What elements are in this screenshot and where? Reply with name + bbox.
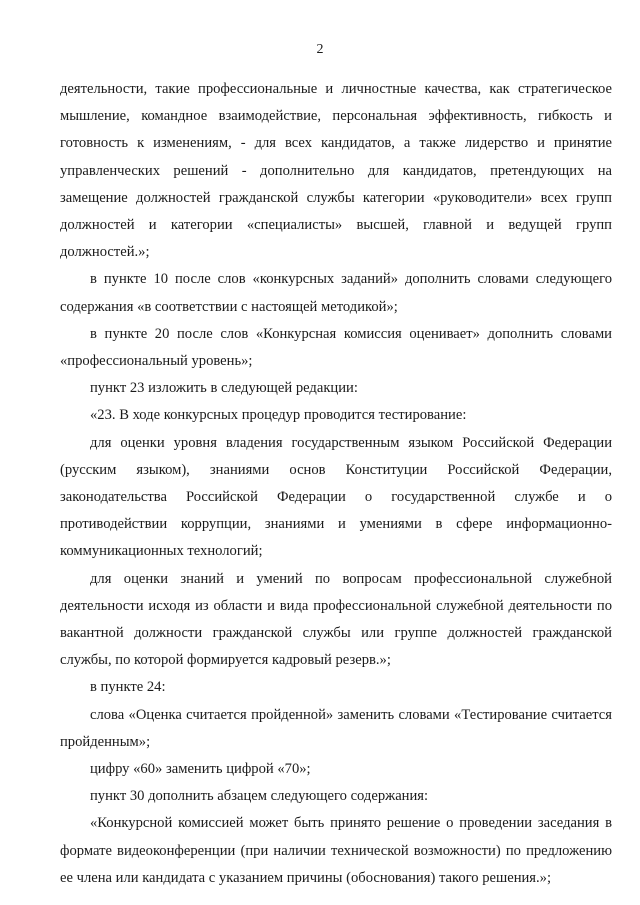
paragraph-item-30-intro: пункт 30 дополнить абзацем следующего содержания: [90, 788, 429, 805]
document-body [60, 76, 612, 892]
paragraph-item-20: в пункте 20 после слов «Конкурсная комиссия оценивает» дополнить словами «профессиональный уровень»; [60, 325, 612, 370]
paragraph-item-10: в пункте 10 после слов «конкурсных заданий» дополнить словами следующего содержания «в соответствии с настоящей методикой»; [60, 271, 612, 315]
paragraph-continuation: деятельности, такие профессиональные и личностные качества, как стратегическое мышление, командное взаимодействие, персональная эффективность, гибкость и готовность к изменениям, - для всех кандидатов, а также лидерство и принятие управленческих решений - дополнительно для кандидатов, претендующих на замещение должностей гражданской службы категории «руководители» всех групп должностей и категории «специалисты» высшей, главной и ведущей групп должностей.»; [60, 81, 612, 261]
paragraph-item-23-text: «23. В ходе конкурсных процедур проводится тестирование: [90, 407, 467, 424]
paragraph-item-30-text: «Конкурсной комиссией может быть принято решение о проведении заседания в формате видеоконференции (при наличии технической возможности) по предложению ее члена или кандидата с указанием причины (обоснования) такого решения.»; [60, 815, 612, 886]
paragraph-item-24-intro: в пункте 24: [90, 679, 166, 696]
page-number: 2 [316, 42, 324, 57]
paragraph-testing-language: для оценки уровня владения государственным языком Российской Федерации (русским языком), знаниями основ Конституции Российской Федерации, законодательства Российской Федерации о государственной службе и о противодействии коррупции, знаниями и умениями в сфере информационно-коммуникационных технологий; [60, 434, 612, 560]
paragraph-item-23-intro: пункт 23 изложить в следующей редакции: [90, 380, 358, 397]
paragraph-testing-professional: для оценки знаний и умений по вопросам профессиональной служебной деятельности исходя из области и вида профессиональной служебной деятельности по вакантной должности гражданской службы или группе должностей гражданской службы, по которой формируется кадровый резерв.»; [60, 570, 612, 669]
paragraph-item-24-digit: цифру «60» заменить цифрой «70»; [90, 761, 311, 778]
paragraph-item-24-words: слова «Оценка считается пройденной» заменить словами «Тестирование считается пройденным»; [60, 706, 612, 750]
